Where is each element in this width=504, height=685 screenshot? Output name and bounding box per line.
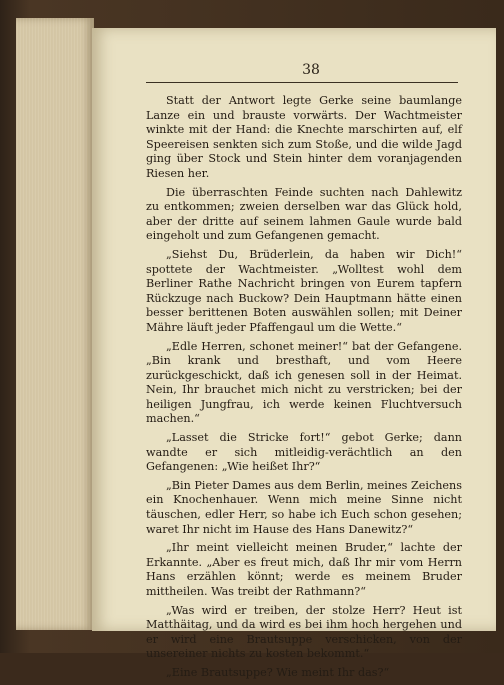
paragraph: „Ihr meint vielleicht meinen Bruder,“ lachte der Erkannte. „Aber es freut mich, daß Ihr mir vom Herrn Hans erzählen könnt; werde es meinem Bruder mittheilen. Was treibt der Rathmann?“ (146, 541, 462, 598)
paragraph: Die überraschten Feinde suchten nach Dahlewitz zu entkommen; zweien derselben war das Glück hold, aber der dritte auf seinem lahmen Gaule wurde bald eingeholt und zum Gefangenen gemacht. (146, 185, 462, 243)
paragraph: „Siehst Du, Brüderlein, da haben wir Dich!“ spottete der Wachtmeister. „Wolltest wohl dem Berliner Rathe Nachricht bringen von Eurem tapfern Rückzuge nach Buckow? Dein Hauptmann hätte einen besser berittenen Boten auswählen sollen; mit Deiner Mähre läuft jeder Pfaffengaul um die Wette.“ (146, 247, 462, 334)
paragraph: „Was wird er treiben, der stolze Herr? Heut ist Matthäitag, und da wird es bei ihm hoch hergehen und er wird eine Brautsuppe verschicken, von der unsereiner nichts zu kosten bekommt.“ (146, 603, 462, 661)
paragraph: „Eine Brautsuppe? Wie meint Ihr das?“ (166, 665, 390, 679)
paragraph: „Bin Pieter Dames aus dem Berlin, meines Zeichens ein Knochenhauer. Wenn mich meine Sinne nicht täuschen, edler Herr, so habe ich Euch schon gesehen; waret Ihr nicht im Hause des Hans Danewitz?“ (146, 478, 462, 536)
page-number: 38 (302, 62, 320, 78)
paragraph: Statt der Antwort legte Gerke seine baumlange Lanze ein und brauste vorwärts. Der Wachtmeister winkte mit der Hand: die Knechte marschirten auf, elf Speereisen senkten sich zum Stoße, und die wilde Jagd ging über Stock und Stein hinter dem voranjagenden Riesen her. (146, 94, 462, 180)
body-text (146, 94, 462, 685)
paragraph: „Edle Herren, schonet meiner!“ bat der Gefangene. „Bin krank und bresthaft, und vom Heere zurückgeschickt, daß ich genesen soll in der Heimat. Nein, Ihr brauchet mich nicht zu verstricken; bei der heiligen Jungfrau, ich werde keinen Fluchtversuch machen.“ (146, 339, 462, 426)
paragraph: „Lasset die Stricke fort!“ gebot Gerke; dann wandte er sich mitleidig-verächtlich an den Gefangenen: „Wie heißet Ihr?“ (146, 431, 462, 474)
header-rule (146, 82, 458, 83)
page-edges (16, 18, 94, 630)
